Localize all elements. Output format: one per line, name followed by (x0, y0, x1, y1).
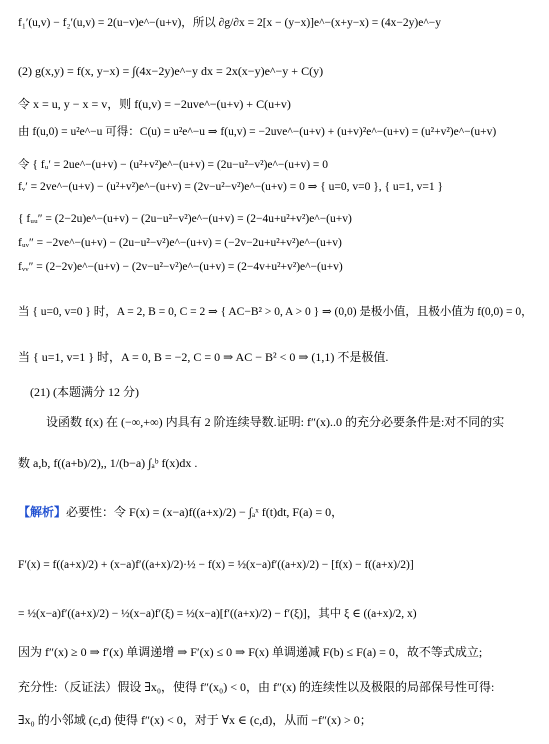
case-not-extremum: 当 { u=1, v=1 } 时，A = 0, B = −2, C = 0 ⇒ AC − B² < 0 ⇒ (1,1) 不是极值. (18, 350, 389, 364)
sufficiency-contradiction: 充分性:（反证法）假设 ∃x₀，使得 f″(x₀) < 0，由 f″(x) 的连续性以及极限的局部保号性可得: (18, 680, 495, 694)
solution-necessity (18, 505, 343, 519)
second-derivative-uv: fᵤᵥ″ = −2ve^−(u+v) − (2u−u²−v²)e^−(u+v) = (−2v−2u+u²+v²)e^−(u+v) (18, 237, 342, 249)
initial-condition-line: 由 f(u,0) = u²e^−u 可得：C(u) = u²e^−u ⇒ f(u,v) = −2uve^−(u+v) + (u+v)²e^−(u+v) = (u²+v²)e^−(u+v) (18, 126, 497, 138)
monotonic-conclusion: 因为 f″(x) ≥ 0 ⇒ f′(x) 单调递增 ⇒ F′(x) ≤ 0 ⇒ F(x) 单调递减 F(b) ≤ F(a) = 0，故不等式成立; (18, 645, 483, 659)
part2-g-integral: (2) g(x,y) = f(x, y−x) = ∫(4x−2y)e^−y dx = 2x(x−y)e^−y + C(y) (18, 64, 324, 78)
necessity-text: 必要性：令 F(x) = (x−a)f((a+x)/2) − ∫ₐˣ f(t)dt, F(a) = 0， (66, 505, 344, 519)
analysis-tag: 【解析】 (18, 505, 67, 519)
neighborhood-line: ∃x₀ 的小邻域 (c,d) 使得 f″(x) < 0，对于 ∀x ∈ (c,d)，从而 −f″(x) > 0； (18, 713, 372, 727)
stationary-eq-1: 令 { fᵤ′ = 2ue^−(u+v) − (u²+v²)e^−(u+v) = (2u−u²−v²)e^−(u+v) = 0 (18, 159, 329, 171)
problem-21-condition: 数 a,b, f((a+b)/2),, 1/(b−a) ∫ₐᵇ f(x)dx . (18, 456, 198, 470)
stationary-eq-2: fᵥ′ = 2ve^−(u+v) − (u²+v²)e^−(u+v) = (2v−u²−v²)e^−(u+v) = 0 ⇒ { u=0, v=0 }, { u=1, v=1 } (18, 181, 444, 193)
substitution-line: 令 x = u, y − x = v，则 f(u,v) = −2uve^−(u+v) + C(u+v) (18, 97, 291, 111)
problem-21-statement: 设函数 f(x) 在 (−∞,+∞) 内具有 2 阶连续导数.证明: f″(x)..0 的充分必要条件是:对不同的实 (46, 415, 505, 429)
F-derivative: F′(x) = f((a+x)/2) + (x−a)f′((a+x)/2)·½ − f(x) = ½(x−a)f′((a+x)/2) − [f(x) − f((a+x)/2)] (18, 559, 414, 571)
derivative-line: f₁′(u,v) − f₂′(u,v) = 2(u−v)e^−(u+v)，所以 ∂g/∂x = 2[x − (y−x)]e^−(x+y−x) = (4x−2y)e^−y (18, 17, 441, 29)
case-minimum: 当 { u=0, v=0 } 时，A = 2, B = 0, C = 2 ⇒ { AC−B² > 0, A > 0 } ⇒ (0,0) 是极小值，且极小值为 f(0,0) = 0， (18, 306, 533, 318)
problem-21-heading: (21) (本题满分 12 分) (30, 385, 139, 399)
second-derivative-vv: fᵥᵥ″ = (2−2v)e^−(u+v) − (2v−u²−v²)e^−(u+v) = (2−4v+u²+v²)e^−(u+v) (18, 261, 343, 273)
F-derivative-mean-value: = ½(x−a)f′((a+x)/2) − ½(x−a)f′(ξ) = ½(x−a)[f′((a+x)/2) − f′(ξ)]，其中 ξ ∈ ((a+x)/2, x) (18, 608, 417, 620)
second-derivative-uu: { fᵤᵤ″ = (2−2u)e^−(u+v) − (2u−u²−v²)e^−(u+v) = (2−4u+u²+v²)e^−(u+v) (18, 213, 352, 225)
